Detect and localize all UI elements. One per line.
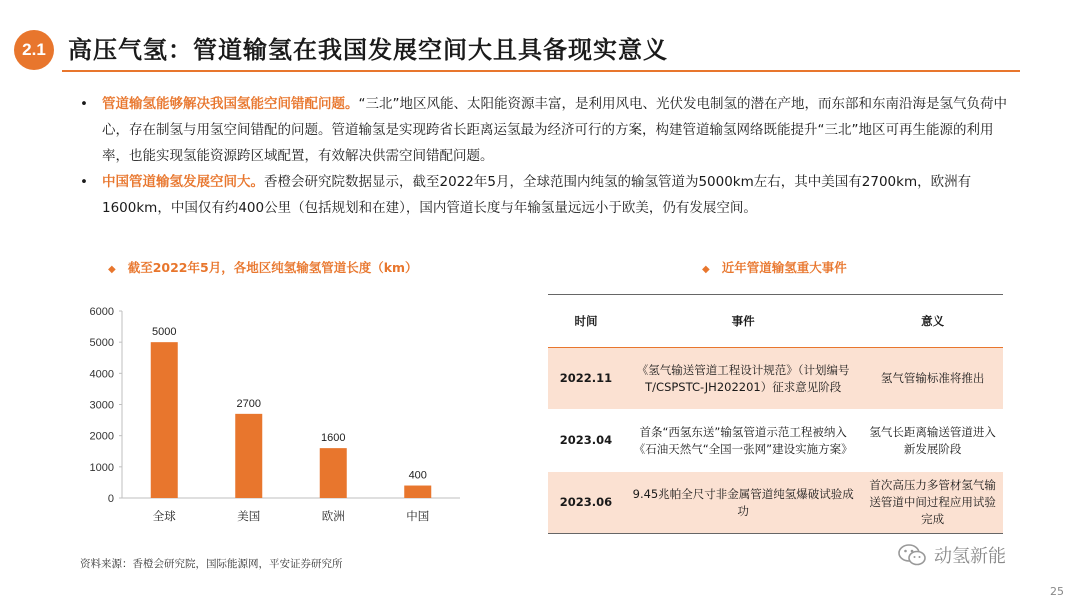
bar-chart	[70, 296, 470, 532]
bullet-dot-icon: •	[80, 96, 88, 112]
bar-value-label: 5000	[152, 326, 177, 339]
bar	[404, 486, 431, 498]
table-heading	[702, 258, 847, 276]
diamond-icon: ◆	[108, 264, 116, 275]
col-header-meaning: 意义	[862, 295, 1003, 348]
bullet-list	[80, 91, 1015, 221]
chart-heading-text: 截至2022年5月，各地区纯氢输氢管道长度（km）	[127, 260, 418, 275]
title-divider	[62, 70, 1020, 72]
bar	[235, 414, 262, 498]
bar-value-label: 1600	[321, 432, 346, 445]
col-header-time: 时间	[548, 295, 624, 348]
table-row	[548, 348, 1003, 410]
x-tick-label: 中国	[406, 509, 430, 523]
y-tick-label: 4000	[89, 368, 114, 381]
wechat-icon	[898, 544, 926, 566]
bullet-item	[80, 169, 1015, 221]
x-tick-label: 全球	[152, 509, 176, 523]
bar	[151, 342, 178, 498]
cell-event: 《氢气输送管道工程设计规范》（计划编号T/CSPSTC-JH202201）征求意见阶段	[624, 348, 862, 410]
table-row	[548, 472, 1003, 534]
chart-heading	[108, 258, 418, 276]
cell-event: 首条“西氢东送”输氢管道示范工程被纳入《石油天然气“全国一张网”建设实施方案》	[624, 410, 862, 472]
page-title: 高压气氢：管道输氢在我国发展空间大且具备现实意义	[68, 36, 668, 64]
y-tick-label: 6000	[89, 306, 114, 318]
page-number: 25	[1050, 585, 1064, 598]
y-tick-label: 0	[107, 493, 114, 505]
cell-time: 2023.06	[548, 472, 624, 534]
watermark-text: 动氢新能	[934, 546, 1006, 567]
bar	[320, 448, 347, 498]
cell-event: 9.45兆帕全尺寸非金属管道纯氢爆破试验成功	[624, 472, 862, 534]
y-tick-label: 3000	[89, 399, 114, 412]
section-badge: 2.1	[14, 30, 54, 70]
cell-time: 2022.11	[548, 348, 624, 410]
bullet-highlight: 管道输氢能够解决我国氢能空间错配问题。	[102, 96, 359, 112]
cell-meaning: 氢气管输标准将推出	[862, 348, 1003, 410]
x-tick-label: 欧洲	[321, 509, 345, 523]
y-tick-label: 5000	[89, 337, 114, 350]
diamond-icon: ◆	[702, 264, 710, 275]
y-tick-label: 2000	[89, 430, 114, 443]
x-tick-label: 美国	[237, 509, 261, 523]
source-note: 资料来源：香橙会研究院，国际能源网，平安证券研究所	[80, 558, 343, 570]
cell-meaning: 首次高压力多管材氢气输送管道中间过程应用试验完成	[862, 472, 1003, 534]
cell-time: 2023.04	[548, 410, 624, 472]
bar-value-label: 400	[408, 469, 427, 482]
bullet-text: 香橙会研究院数据显示，截至2022年5月，全球范围内纯氢的输氢管道为5000km左右，其中美国有2700km，欧洲有1600km，中国仅有约400公里（包括规划和在建），国内管道长度与年输氢量远远小于欧美，仍有发展空间。	[102, 174, 972, 216]
col-header-event: 事件	[624, 295, 862, 348]
bullet-item	[80, 91, 1015, 169]
cell-meaning: 氢气长距离输送管道进入新发展阶段	[862, 410, 1003, 472]
events-table	[548, 294, 1003, 534]
bullet-text: “三北”地区风能、太阳能资源丰富，是利用风电、光伏发电制氢的潜在产地，而东部和东南沿海是氢气负荷中心，存在制氢与用氢空间错配的问题。管道输氢是实现跨省长距离运氢最为经济可行的方案，构建管道输氢网络既能提升“三北”地区可再生能源的利用率，也能实现氢能资源跨区域配置，有效解决供需空间错配问题。	[102, 96, 1007, 164]
table-heading-text: 近年管道输氢重大事件	[721, 260, 847, 275]
table-header-row	[548, 295, 1003, 348]
y-tick-label: 1000	[89, 461, 114, 474]
watermark	[898, 542, 1006, 568]
table-row	[548, 410, 1003, 472]
bullet-dot-icon: •	[80, 174, 88, 190]
bar-value-label: 2700	[236, 397, 261, 410]
bullet-highlight: 中国管道输氢发展空间大。	[102, 174, 264, 190]
